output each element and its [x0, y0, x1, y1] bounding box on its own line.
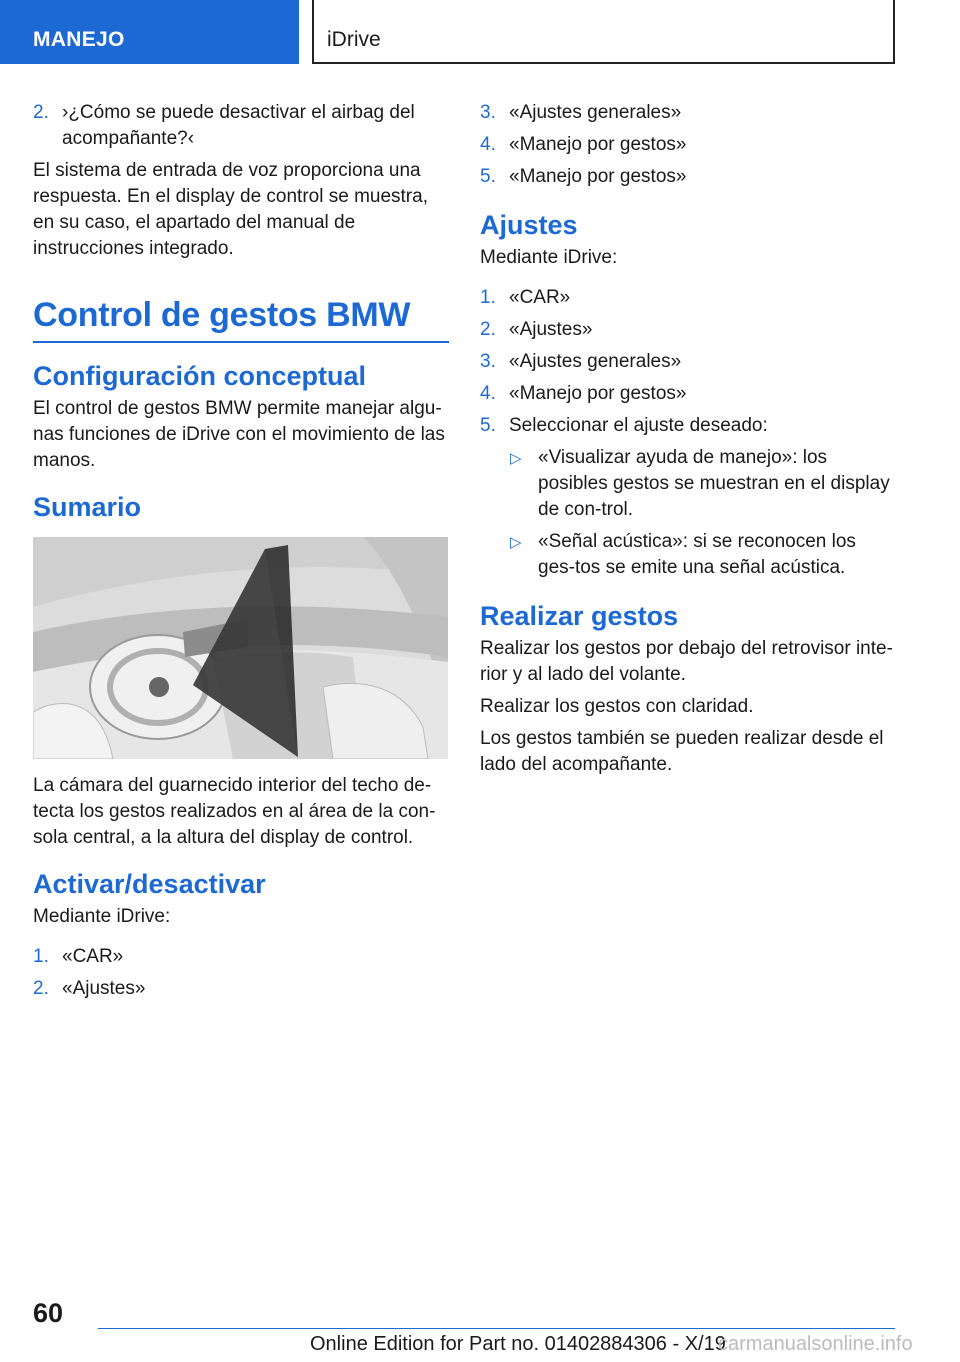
list-text: «Ajustes generales»	[509, 351, 682, 372]
list-number: 2.	[480, 319, 496, 340]
list-number: 5.	[480, 415, 496, 436]
list-number: 1.	[33, 946, 49, 967]
list-number: 4.	[480, 134, 496, 155]
page-number: 60	[33, 1298, 64, 1328]
section-tab: MANEJO	[0, 0, 299, 64]
edition-footer: Online Edition for Part no. 01402884306 - X/19	[310, 1333, 726, 1355]
list-number: 3.	[480, 351, 496, 372]
list-number: 2.	[33, 978, 49, 999]
response-paragraph: El sistema de entrada de voz proporciona una respuesta. En el display de control se muestra, en su caso, el apartado del manual de instrucciones integrado.	[33, 160, 428, 259]
list-item	[480, 100, 896, 126]
list-item	[33, 100, 449, 152]
list-item	[33, 944, 449, 970]
list-number: 1.	[480, 287, 496, 308]
footer-rule	[98, 1328, 895, 1329]
list-item	[480, 413, 896, 439]
list-item	[480, 381, 896, 407]
realizar-paragraph: Realizar los gestos con claridad.	[480, 696, 754, 717]
list-item	[480, 164, 896, 190]
section-heading: Control de gestos BMW	[33, 296, 449, 343]
list-text: «Ajustes»	[509, 319, 593, 340]
triangle-bullet-icon: ▷	[510, 534, 522, 551]
list-text: «Manejo por gestos»	[509, 383, 687, 404]
list-text: «Manejo por gestos»	[509, 134, 687, 155]
list-number: 5.	[480, 166, 496, 187]
realizar-paragraph: Los gestos también se pueden realizar desde el lado del acompañante.	[480, 728, 884, 775]
realizar-heading: Realizar gestos	[480, 601, 679, 631]
list-text: «Ajustes generales»	[509, 102, 682, 123]
sub-list-item	[480, 529, 896, 581]
camera-paragraph: La cámara del guarnecido interior del techo de-tecta los gestos realizados en al área de la con-sola central, a la altura del display de control.	[33, 775, 436, 848]
mediante-paragraph: Mediante iDrive:	[480, 247, 618, 268]
list-text: «Ajustes»	[62, 978, 146, 999]
config-heading: Configuración conceptual	[33, 361, 367, 391]
list-item	[480, 285, 896, 311]
list-text: Seleccionar el ajuste deseado:	[509, 415, 768, 436]
ajustes-heading: Ajustes	[480, 210, 578, 240]
list-text: «CAR»	[509, 287, 571, 308]
sub-list-text: «Visualizar ayuda de manejo»: los posibles gestos se muestran en el display de con-trol.	[538, 447, 890, 520]
chapter-title: iDrive	[312, 0, 895, 64]
triangle-bullet-icon: ▷	[510, 450, 522, 467]
mediante-paragraph: Mediante iDrive:	[33, 906, 171, 927]
list-item	[33, 976, 449, 1002]
realizar-paragraph: Realizar los gestos por debajo del retrovisor inte-rior y al lado del volante.	[480, 638, 893, 685]
list-text: «CAR»	[62, 946, 124, 967]
car-interior-illustration	[33, 537, 448, 759]
list-text: ›¿Cómo se puede desactivar el airbag del acompañante?‹	[62, 102, 415, 149]
list-item	[480, 349, 896, 375]
sub-list-text: «Señal acústica»: si se reconocen los ges-tos se emite una señal acústica.	[538, 531, 856, 578]
sub-list-item	[480, 445, 896, 523]
list-number: 4.	[480, 383, 496, 404]
list-number: 3.	[480, 102, 496, 123]
list-item	[480, 132, 896, 158]
activar-heading: Activar/desactivar	[33, 869, 266, 899]
sumario-heading: Sumario	[33, 492, 142, 522]
watermark: carmanualsonline.info	[718, 1333, 913, 1355]
right-column	[480, 100, 896, 784]
list-item	[480, 317, 896, 343]
left-column	[33, 100, 449, 1008]
list-number: 2.	[33, 102, 49, 123]
config-paragraph: El control de gestos BMW permite manejar algu-nas funciones de iDrive con el movimiento de las manos.	[33, 398, 445, 471]
list-text: «Manejo por gestos»	[509, 166, 687, 187]
